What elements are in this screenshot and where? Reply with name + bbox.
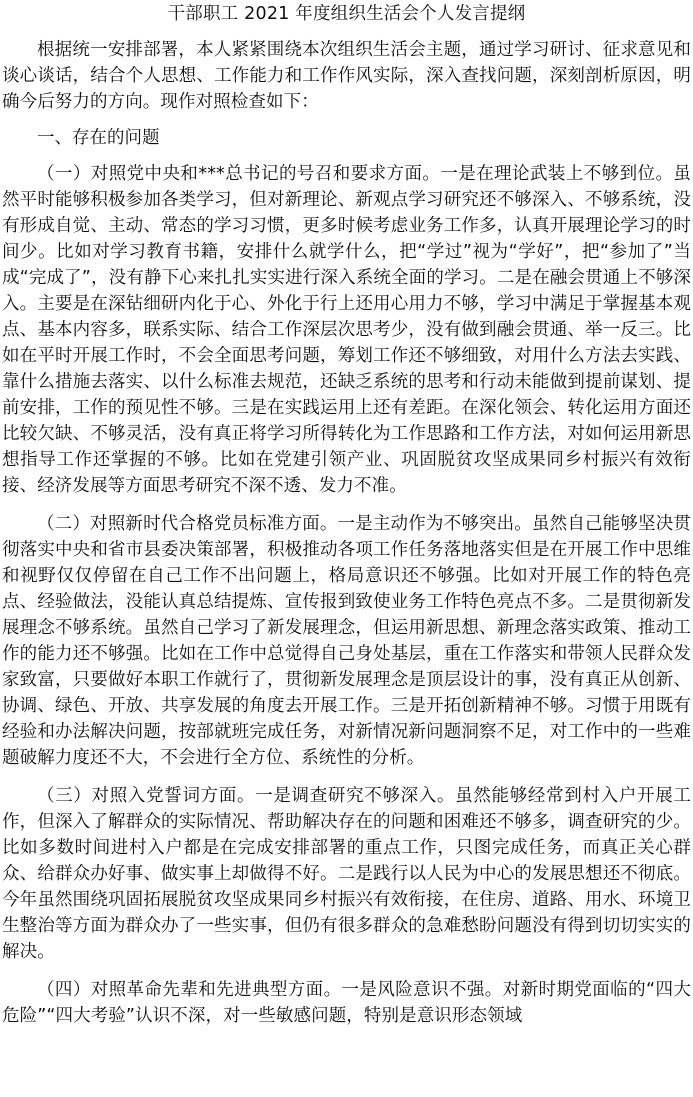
paragraph-1: （一）对照党中央和***总书记的号召和要求方面。一是在理论武装上不够到位。虽然平时能够积极参加各类学习，但对新理论、新观点学习研究还不够深入、不够系统，没有形成自觉、主动、常态的学习习惯，更多时候考虑业务工作多，认真开展理论学习的时间少。比如对学习教育书籍，安排什么就学什么，把“学过”视为“学好”，把“参加了”当成“完成了”，没有静下心来扎扎实实进行深入系统全面的学习。二是在融会贯通上不够深入。主要是在深钻细研内化于心、外化于行上还用心用力不够，学习中满足于掌握基本观点、基本内容多，联系实际、结合工作深层次思考少，没有做到融会贯通、举一反三。比如在平时开展工作时，不会全面思考问题，筹划工作还不够细致，对用什么方法去实践、靠什么措施去落实、以什么标准去规范，还缺乏系统的思考和行动未能做到提前谋划、提前安排，工作的预见性不够。三是在实践运用上还有差距。在深化领会、转化运用方面还比较欠缺、不够灵活，没有真正将学习所得转化为工作思路和工作方法，对如何运用新思想指导工作还掌握的不够。比如在党建引领产业、巩固脱贫攻坚成果同乡村振兴有效衔接、经济发展等方面思考研究不深不透、发力不准。 bbox=[2, 164, 691, 496]
document-title: 干部职工 2021 年度组织生活会个人发言提纲 bbox=[167, 4, 526, 24]
section-heading-problems: 一、存在的问题 bbox=[37, 128, 160, 148]
paragraph-gap bbox=[2, 771, 691, 783]
paragraph-2: （二）对照新时代合格党员标准方面。一是主动作为不够突出。虽然自己能够坚决贯彻落实中央和省市县委决策部署，积极推动各项工作任务落地落实但是在开展工作中思维和视野仅仅停留在自己工作不出问题上，格局意识还不够强。比如对开展工作的特色亮点、经验做法，没能认真总结提炼、宣传报到致使业务工作特色亮点不多。二是贯彻新发展理念不够系统。虽然自己学习了新发展理念，但运用新思想、新理念落实政策、推动工作的能力还不够强。比如在工作中总觉得自己身处基层，重在工作落实和带领人民群众发家致富，只要做好本职工作就行了，贯彻新发展理念是顶层设计的事，没有真正从创新、协调、绿色、开放、共享发展的角度去开展工作。三是开拓创新精神不够。习惯于用既有经验和办法解决问题，按部就班完成任务，对新情况新问题洞察不足，对工作中的一些难题破解力度还不大，不会进行全方位、系统性的分析。 bbox=[2, 514, 691, 768]
paragraph-gap bbox=[2, 499, 691, 511]
intro-paragraph: 根据统一安排部署，本人紧紧围绕本次组织生活会主题，通过学习研讨、征求意见和谈心谈话，结合个人思想、工作能力和工作作风实际，深入查找问题，深刻剖析原因，明确今后努力的方向。现作对照检查如下： bbox=[2, 40, 691, 112]
paragraph-4: （四）对照革命先辈和先进典型方面。一是风险意识不强。对新时期党面临的“四大危险”“四大考验”认识不深，对一些敏感问题，特别是意识形态领域 bbox=[2, 980, 691, 1026]
paragraph-gap bbox=[2, 965, 691, 977]
paragraph-3: （三）对照入党誓词方面。一是调查研究不够深入。虽然能够经常到村入户开展工作，但深入了解群众的实际情况、帮助解决存在的问题和困难还不够多，调查研究的少。比如多数时间进村入户都是在完成安排部署的重点工作，只图完成任务，而真正关心群众、给群众办好事、做实事上却做得不好。二是践行以人民为中心的发展思想还不彻底。今年虽然围绕巩固拓展脱贫攻坚成果同乡村振兴有效衔接，在住房、道路、用水、环境卫生整治等方面为群众办了一些实事，但仍有很多群众的急难愁盼问题没有得到切切实实的解决。 bbox=[2, 786, 691, 962]
